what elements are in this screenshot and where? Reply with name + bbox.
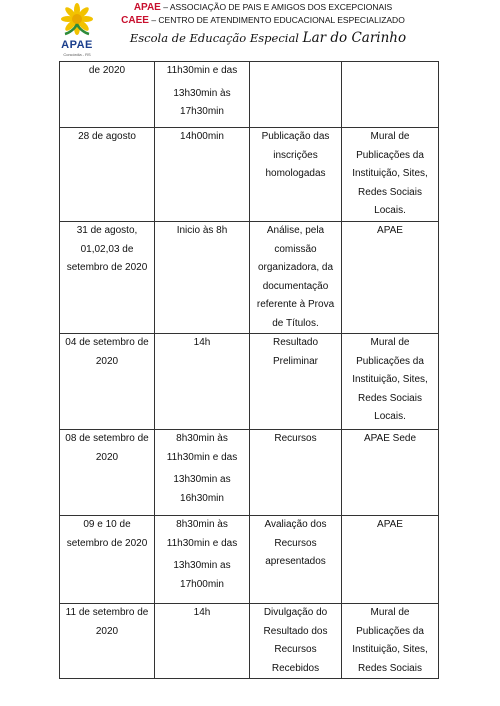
time-cell [155, 604, 250, 679]
time-cell [155, 334, 250, 430]
activity-cell-text: Avaliação dos Recursos apresentados [264, 519, 327, 567]
time-cell-text: 13h30min as 16h30min [173, 474, 231, 504]
date-cell-text: de 2020 [88, 65, 126, 76]
date-cell-text: 28 de agosto [78, 131, 136, 142]
activity-cell [250, 334, 342, 430]
activity-cell [250, 222, 342, 334]
activity-cell [250, 604, 342, 679]
activity-cell [250, 430, 342, 516]
time-cell-text: 8h30min às 11h30min e das [166, 433, 238, 463]
header-line-3 [0, 30, 500, 46]
date-cell [60, 62, 155, 128]
activity-cell-text: Resultado Preliminar [272, 337, 319, 367]
logo-text: APAE [61, 39, 93, 51]
place-cell-text: APAE [377, 519, 403, 530]
place-cell-text: APAE [377, 225, 403, 236]
table-row [60, 516, 439, 604]
time-cell-text: 8h30min às 11h30min e das [166, 519, 238, 549]
time-cell [155, 516, 250, 604]
date-cell-text: 08 de setembro de 2020 [65, 433, 149, 463]
place-cell [342, 222, 439, 334]
activity-cell [250, 62, 342, 128]
place-cell-text: Mural de Publicações da Instituição, Sites, Redes Sociais [352, 607, 428, 674]
school-name: Escola de Educação Especial [129, 31, 303, 45]
table-row [60, 334, 439, 430]
activity-cell-text: Publicação das inscrições homologadas [261, 131, 330, 179]
time-cell-text: 14h [193, 337, 211, 348]
activity-cell-text: Divulgação do Resultado dos Recursos Recebidos [263, 607, 328, 674]
date-cell [60, 334, 155, 430]
place-cell [342, 430, 439, 516]
table-row [60, 604, 439, 679]
time-cell [155, 62, 250, 128]
schedule-table [59, 61, 439, 679]
time-cell [155, 222, 250, 334]
time-cell [155, 128, 250, 222]
date-cell-text: 31 de agosto, 01,02,03 de setembro de 2020 [66, 225, 148, 273]
place-cell [342, 128, 439, 222]
activity-cell-text: Análise, pela comissão organizadora, da documentação referente à Prova de Títulos. [256, 225, 335, 329]
time-cell-text: 13h30min às 17h30min [173, 87, 231, 117]
caee-label: CAEE [121, 15, 149, 26]
place-cell [342, 334, 439, 430]
table-row [60, 430, 439, 516]
letterhead [0, 0, 500, 62]
date-cell [60, 128, 155, 222]
apae-fullname: – ASSOCIAÇÃO DE PAIS E AMIGOS DOS EXCEPCIONAIS [160, 2, 393, 12]
place-cell-text: Mural de Publicações da Instituição, Sites, Redes Sociais Locais. [352, 337, 428, 422]
apae-label: APAE [133, 2, 161, 13]
time-cell-text: 11h30min e das [166, 65, 238, 76]
header-line-1 [0, 2, 500, 13]
time-cell-text: 14h [193, 607, 211, 618]
date-cell [60, 222, 155, 334]
logo-subtext: Concórdia - RS [63, 52, 91, 57]
place-cell-text: Mural de Publicações da Instituição, Sites, Redes Sociais Locais. [352, 131, 428, 216]
place-cell [342, 516, 439, 604]
table-row [60, 62, 439, 128]
table-row [60, 222, 439, 334]
school-script-name: Lar do Carinho [302, 30, 407, 46]
date-cell-text: 04 de setembro de 2020 [65, 337, 149, 367]
date-cell-text: 09 e 10 de setembro de 2020 [66, 519, 148, 549]
time-cell [155, 430, 250, 516]
date-cell [60, 604, 155, 679]
time-cell-text: 13h30min as 17h00min [173, 560, 231, 590]
place-cell [342, 62, 439, 128]
header-line-2 [0, 15, 500, 26]
activity-cell-text: Recursos [274, 433, 317, 444]
time-cell-text: Inicio às 8h [176, 225, 228, 236]
date-cell [60, 516, 155, 604]
activity-cell [250, 128, 342, 222]
date-cell [60, 430, 155, 516]
place-cell-text: APAE Sede [363, 433, 417, 444]
date-cell-text: 11 de setembro de 2020 [65, 607, 149, 637]
table-row [60, 128, 439, 222]
place-cell [342, 604, 439, 679]
schedule-table-body [60, 62, 439, 679]
time-cell-text: 14h00min [180, 131, 224, 142]
caee-fullname: – CENTRO DE ATENDIMENTO EDUCACIONAL ESPECIALIZADO [148, 15, 405, 25]
activity-cell [250, 516, 342, 604]
